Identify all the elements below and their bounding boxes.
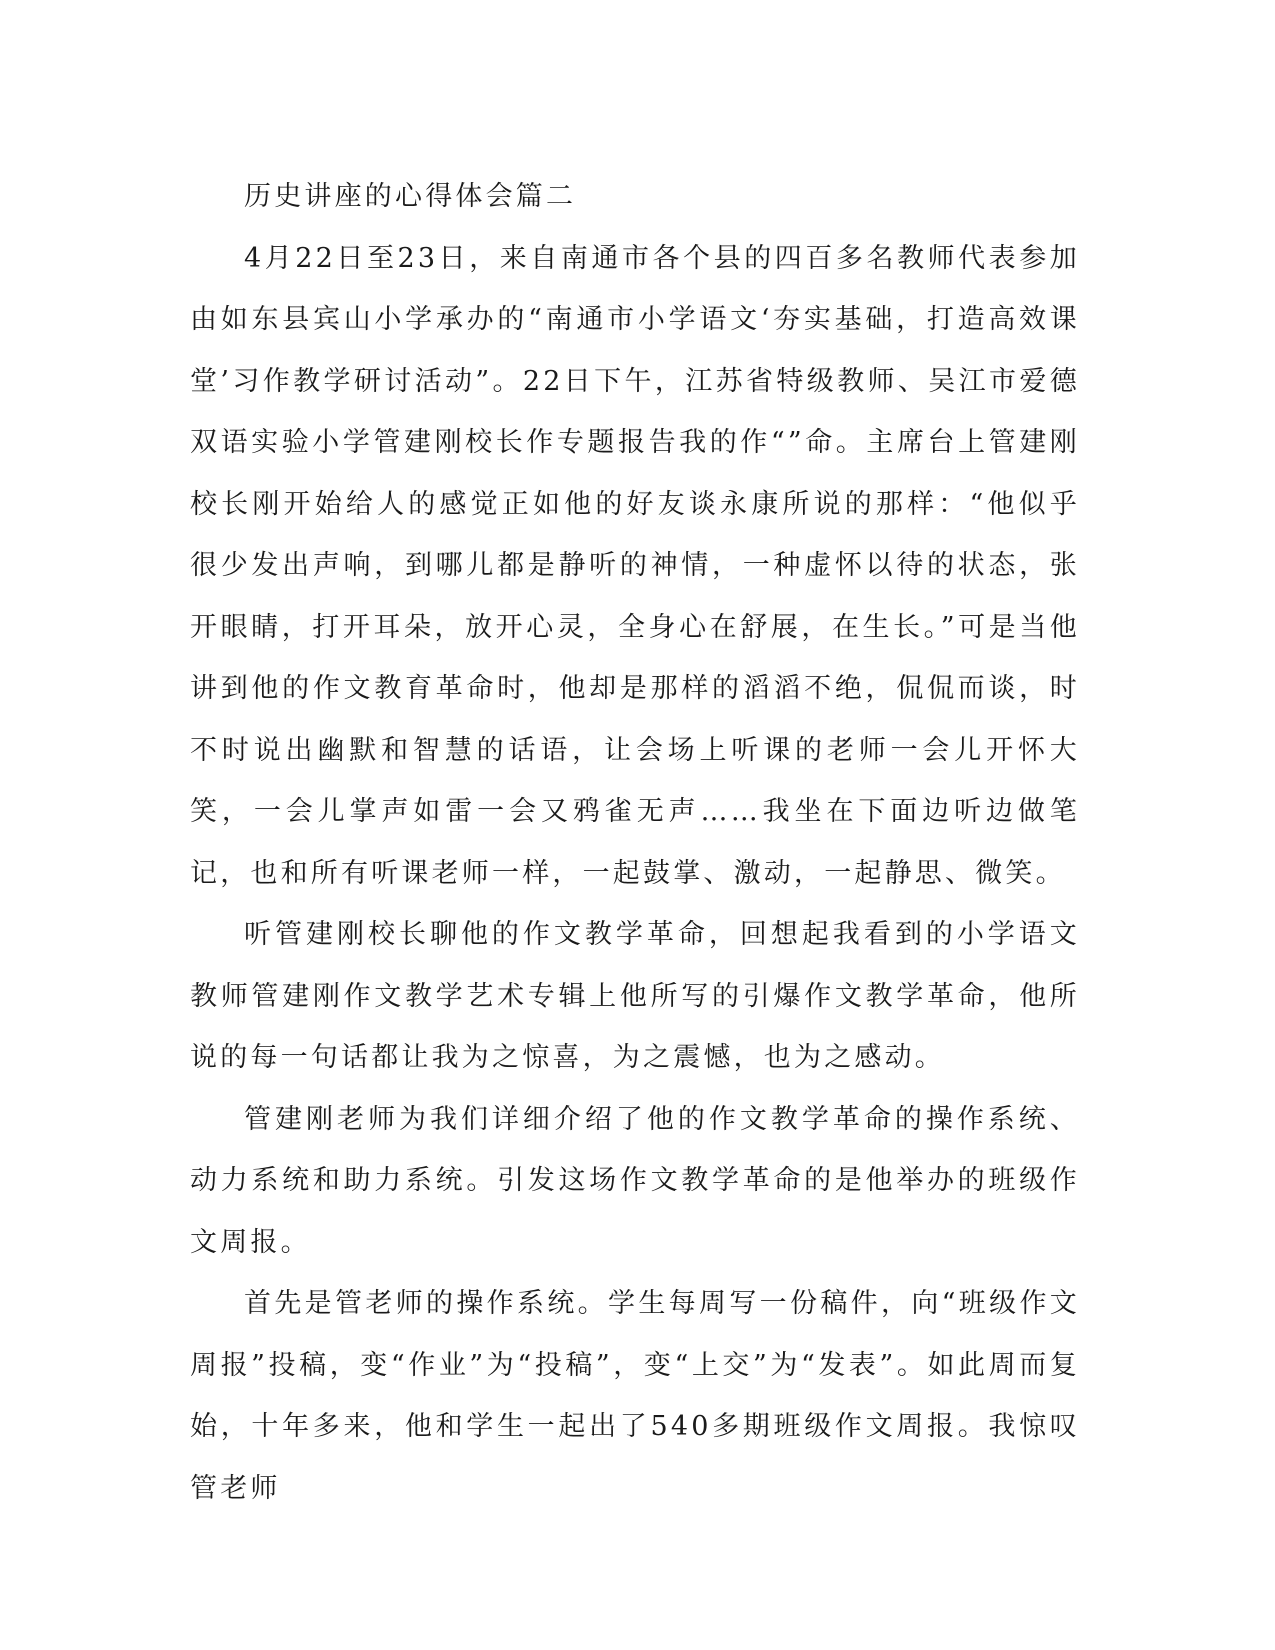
document-title: 历史讲座的心得体会篇二 (244, 181, 577, 212)
document-body (190, 166, 1080, 1519)
paragraph-3: 管建刚老师为我们详细介绍了他的作文教学革命的操作系统、动力系统和助力系统。引发这场作文教学革命的是他举办的班级作文周报。 (190, 1103, 1080, 1258)
paragraph-1: 4月22日至23日，来自南通市各个县的四百多名教师代表参加由如东县宾山小学承办的“南通市小学语文‘夯实基础，打造高效课堂’习作教学研讨活动”。22日下午，江苏省特级教师、吴江市爱德双语实验小学管建刚校长作专题报告我的作“”命。主席台上管建刚校长刚开始给人的感觉正如他的好友谈永康所说的那样：“他似乎很少发出声响，到哪儿都是静听的神情，一种虚怀以待的状态，张开眼睛，打开耳朵，放开心灵，全身心在舒展，在生长。”可是当他讲到他的作文教育革命时，他却是那样的滔滔不绝，侃侃而谈，时不时说出幽默和智慧的话语，让会场上听课的老师一会儿开怀大笑，一会儿掌声如雷一会又鸦雀无声……我坐在下面边听边做笔记，也和所有听课老师一样，一起鼓掌、激动，一起静思、微笑。 (190, 242, 1080, 889)
paragraph-2: 听管建刚校长聊他的作文教学革命，回想起我看到的小学语文教师管建刚作文教学艺术专辑上他所写的引爆作文教学革命，他所说的每一句话都让我为之惊喜，为之震憾，也为之感动。 (190, 919, 1080, 1073)
paragraph-4: 首先是管老师的操作系统。学生每周写一份稿件，向“班级作文周报”投稿，变“作业”为“投稿”，变“上交”为“发表”。如此周而复始，十年多来，他和学生一起出了540多期班级作文周报。我惊叹管老师 (190, 1288, 1080, 1504)
